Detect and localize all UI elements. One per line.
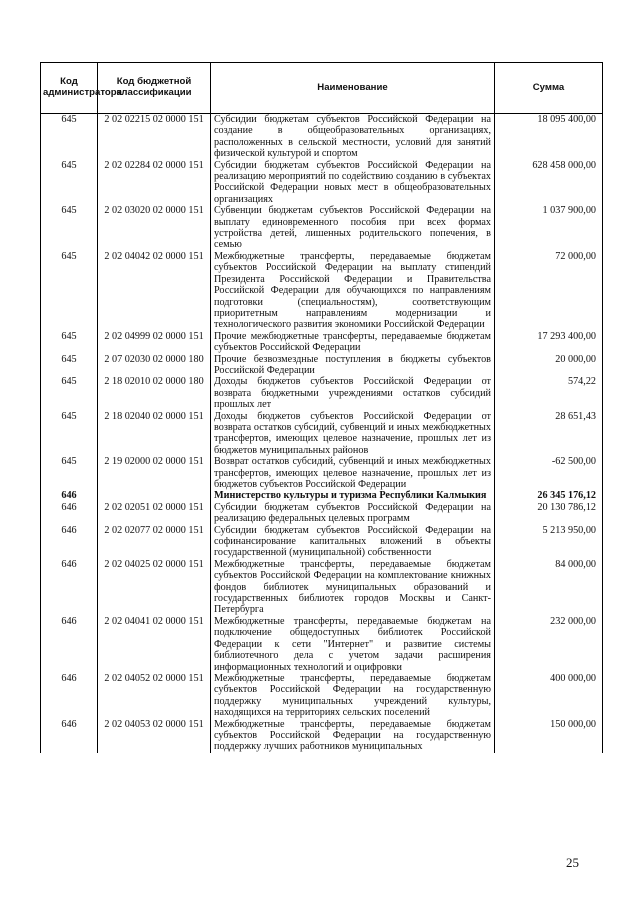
budget-code-cell: 2 02 04053 02 0000 151	[98, 719, 211, 753]
table-row	[41, 376, 603, 410]
budget-code-cell: 2 02 04052 02 0000 151	[98, 673, 211, 719]
budget-code-cell: 2 02 04999 02 0000 151	[98, 331, 211, 354]
sum-cell: 28 651,43	[495, 411, 603, 457]
admin-code-cell: 645	[41, 354, 98, 377]
table-row	[41, 525, 603, 559]
admin-code-cell: 645	[41, 411, 98, 457]
name-cell: Межбюджетные трансферты, передаваемые бюджетам на подключение общедоступных библиотек Российской Федерации к сети "Интернет" и развитие системы библиотечного дела с учетом задачи расширения информационных технологий и оцифровки	[211, 616, 495, 673]
admin-code-cell: 646	[41, 525, 98, 559]
sum-cell: 18 095 400,00	[495, 114, 603, 160]
name-cell: Доходы бюджетов субъектов Российской Федерации от возврата остатков субсидий, субвенций и иных межбюджетных трансфертов, имеющих целевое назначение, прошлых лет из бюджетов муниципальных районов	[211, 411, 495, 457]
sum-cell: 5 213 950,00	[495, 525, 603, 559]
admin-code-cell: 645	[41, 251, 98, 331]
name-cell: Межбюджетные трансферты, передаваемые бюджетам субъектов Российской Федерации на комплектование книжных фондов библиотек муниципальных образований и государственных библиотек городов Москвы и Санкт-Петербурга	[211, 559, 495, 616]
name-cell: Межбюджетные трансферты, передаваемые бюджетам субъектов Российской Федерации на выплату стипендий Президента Российской Федерации и Правительства Российской Федерации для обучающихся по направлениям подготовки (специальностям), соответствующим приоритетным направлениям модернизации и технологического развития экономики Российской Федерации	[211, 251, 495, 331]
budget-code-cell: 2 02 04025 02 0000 151	[98, 559, 211, 616]
name-cell: Прочие межбюджетные трансферты, передаваемые бюджетам субъектов Российской Федерации	[211, 331, 495, 354]
name-cell: Субвенции бюджетам субъектов Российской Федерации на выплату единовременного пособия при всех формах устройства детей, лишенных родительского попечения, в семью	[211, 205, 495, 251]
table-body	[41, 114, 603, 753]
header-sum: Сумма	[495, 63, 603, 114]
admin-code-cell: 645	[41, 160, 98, 206]
name-cell: Прочие безвозмездные поступления в бюджеты субъектов Российской Федерации	[211, 354, 495, 377]
name-cell: Возврат остатков субсидий, субвенций и иных межбюджетных трансфертов, имеющих целевое назначение, прошлых лет из бюджетов субъектов Российской Федерации	[211, 456, 495, 490]
admin-code-cell: 646	[41, 673, 98, 719]
table-row	[41, 502, 603, 525]
table-header-row	[41, 63, 603, 114]
sum-cell: 26 345 176,12	[495, 490, 603, 501]
sum-cell: 400 000,00	[495, 673, 603, 719]
name-cell: Доходы бюджетов субъектов Российской Федерации от возврата бюджетными учреждениями остатков субсидий прошлых лет	[211, 376, 495, 410]
budget-code-cell: 2 07 02030 02 0000 180	[98, 354, 211, 377]
name-cell: Субсидии бюджетам субъектов Российской Федерации на реализацию федеральных целевых программ	[211, 502, 495, 525]
budget-code-cell: 2 02 04041 02 0000 151	[98, 616, 211, 673]
table-row	[41, 673, 603, 719]
table-row	[41, 114, 603, 160]
table-row	[41, 456, 603, 490]
admin-code-cell: 645	[41, 376, 98, 410]
sum-cell: 150 000,00	[495, 719, 603, 753]
name-cell: Министерство культуры и туризма Республики Калмыкия	[211, 490, 495, 501]
name-cell: Межбюджетные трансферты, передаваемые бюджетам субъектов Российской Федерации на государственную поддержку муниципальных учреждений культуры, находящихся на территориях сельских поселений	[211, 673, 495, 719]
admin-code-cell: 645	[41, 331, 98, 354]
document-page	[40, 62, 602, 753]
table-row	[41, 490, 603, 501]
sum-cell: 1 037 900,00	[495, 205, 603, 251]
page-number: 25	[566, 855, 579, 870]
name-cell: Субсидии бюджетам субъектов Российской Федерации на софинансирование капитальных вложений в объекты государственной (муниципальной) собственности	[211, 525, 495, 559]
budget-code-cell: 2 02 04042 02 0000 151	[98, 251, 211, 331]
admin-code-cell: 645	[41, 205, 98, 251]
budget-code-cell: 2 02 02077 02 0000 151	[98, 525, 211, 559]
name-cell: Субсидии бюджетам субъектов Российской Федерации на реализацию мероприятий по содействию созданию в субъектах Российской Федерации новых мест в общеобразовательных организациях	[211, 160, 495, 206]
budget-code-cell: 2 02 02284 02 0000 151	[98, 160, 211, 206]
sum-cell: 20 130 786,12	[495, 502, 603, 525]
budget-code-cell: 2 02 02215 02 0000 151	[98, 114, 211, 160]
admin-code-cell: 646	[41, 559, 98, 616]
budget-table	[40, 62, 603, 753]
budget-code-cell: 2 19 02000 02 0000 151	[98, 456, 211, 490]
sum-cell: 20 000,00	[495, 354, 603, 377]
name-cell: Межбюджетные трансферты, передаваемые бюджетам субъектов Российской Федерации на государственную поддержку лучших работников муниципальных	[211, 719, 495, 753]
sum-cell: 17 293 400,00	[495, 331, 603, 354]
sum-cell: 574,22	[495, 376, 603, 410]
table-row	[41, 205, 603, 251]
table-row	[41, 160, 603, 206]
name-cell: Субсидии бюджетам субъектов Российской Федерации на создание в общеобразовательных организациях, расположенных в сельской местности, условий для занятий физической культурой и спортом	[211, 114, 495, 160]
admin-code-cell: 646	[41, 502, 98, 525]
table-row	[41, 331, 603, 354]
budget-code-cell: 2 02 03020 02 0000 151	[98, 205, 211, 251]
header-budget-code: Код бюджетной классификации	[98, 63, 211, 114]
table-row	[41, 559, 603, 616]
admin-code-cell: 646	[41, 490, 98, 501]
admin-code-cell: 646	[41, 719, 98, 753]
budget-code-cell: 2 18 02040 02 0000 151	[98, 411, 211, 457]
header-admin-code: Код администратора	[41, 63, 98, 114]
table-row	[41, 616, 603, 673]
admin-code-cell: 645	[41, 114, 98, 160]
table-row	[41, 719, 603, 753]
sum-cell: 72 000,00	[495, 251, 603, 331]
sum-cell: 628 458 000,00	[495, 160, 603, 206]
budget-code-cell: 2 18 02010 02 0000 180	[98, 376, 211, 410]
sum-cell: 232 000,00	[495, 616, 603, 673]
table-row	[41, 411, 603, 457]
sum-cell: 84 000,00	[495, 559, 603, 616]
table-row	[41, 251, 603, 331]
admin-code-cell: 645	[41, 456, 98, 490]
budget-code-cell	[98, 490, 211, 501]
sum-cell: -62 500,00	[495, 456, 603, 490]
header-name: Наименование	[211, 63, 495, 114]
budget-code-cell: 2 02 02051 02 0000 151	[98, 502, 211, 525]
admin-code-cell: 646	[41, 616, 98, 673]
table-row	[41, 354, 603, 377]
